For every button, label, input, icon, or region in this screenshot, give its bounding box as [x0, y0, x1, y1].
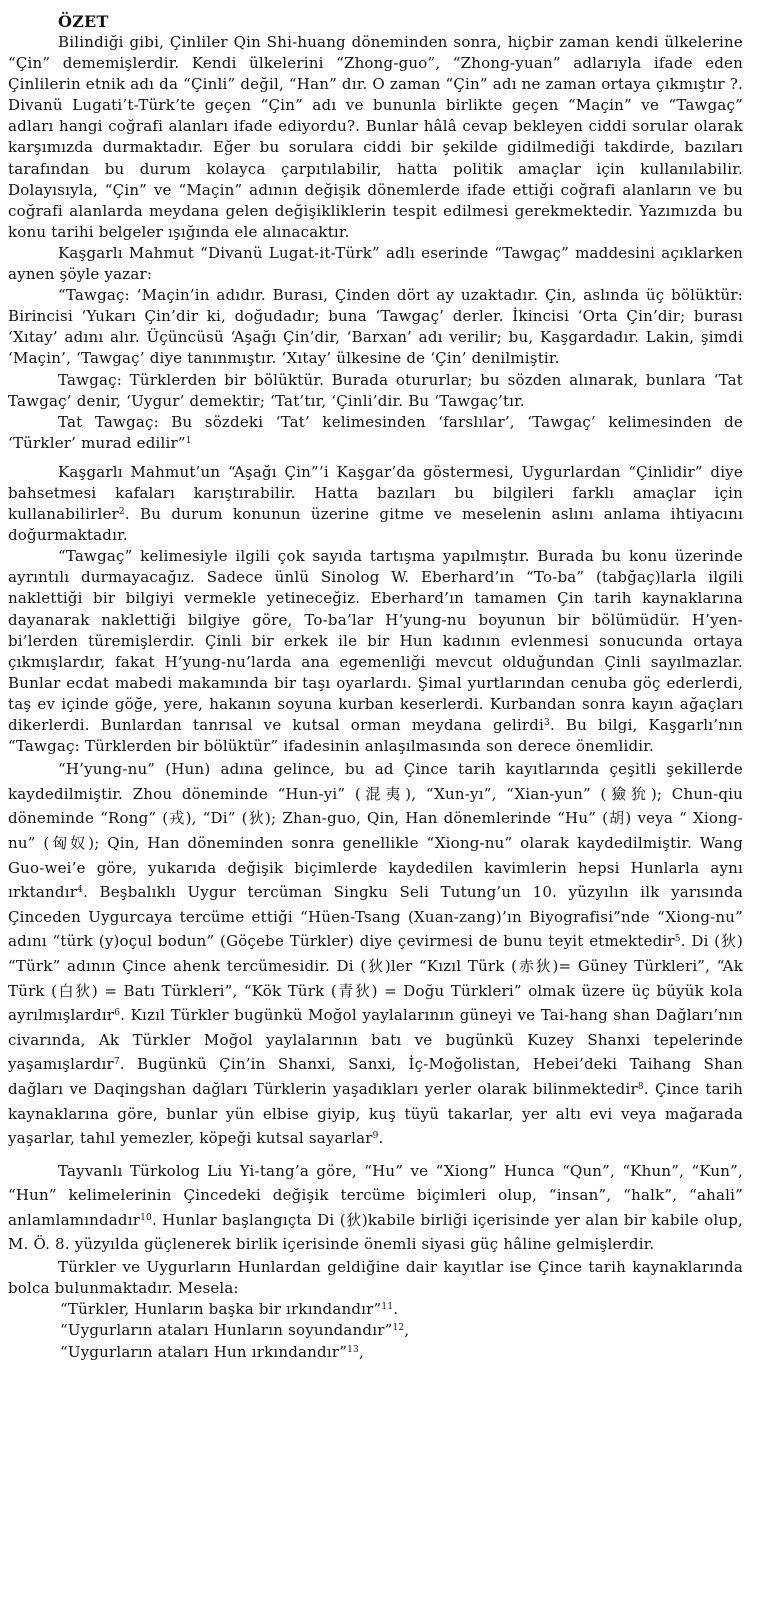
document-page: [8, 6, 743, 1596]
footnote-ref: 11: [381, 1302, 394, 1313]
quote-line: “Uygurların ataları Hunların soyundandır”$^{12}$,: [60, 1321, 410, 1340]
quote-line: “Uygurların ataları Hun ırkındandır”$^{13}$,: [60, 1342, 364, 1361]
paragraph-tat-tawgac: Tat Tawgaç: Bu sözdeki ‘Tat’ kelimesinden ‘farslılar’, ‘Tawgaç’ kelimesinden de ‘Türkler’ murad edilir”$^1$: [8, 412, 743, 452]
quote-line: “Türkler, Hunların başka bir ırkındandır”$^{11}$.: [60, 1300, 399, 1319]
footnote-ref: 9: [372, 1131, 379, 1142]
footnote-ref: 1: [185, 435, 192, 446]
page-title: ÖZET: [58, 12, 109, 31]
paragraph-hyung-nu: “H’yung-nu” (Hun) adına gelince, bu ad Çince tarih kayıtlarında çeşitli şekillerde kaydedilmiştir. Zhou döneminde “Hun-yi” (混夷), “Xun-yı”, “Xian-yun” (獫狁); Chun-qiu döneminde “Rong” (戎), “Di” (狄); Zhan-guo, Qin, Han dönemlerinde “Hu” (胡) veya “ Xiong-nu” (匈奴); Qin, Han döneminden sonra genellikle “Xiong-nu” olarak kaydedilmiştir. Wang Guo-wei’e göre, yukarıda değişik biçimlerde kaydedilen kavimlerin hepsi Hunlarla aynı ırktandır$^4$. Beşbalıklı Uygur tercüman Singku Seli Tutung’un 10. yüzyılın ilk yarısında Çinceden Uygurcaya tercüme ettiği “Hüen-Tsang (Xuan-zang)’ın Biyografisi”nde “Xiong-nu” adını “türk (y)oçul bodun” (Göçebe Türkler) diye çevirmesi de bunu teyit etmektedir$^5$. Di (狄) “Türk” adının Çince ahenk tercümesidir. Di (狄)ler “Kızıl Türk (赤狄)= Güney Türkleri”, “Ak Türk (白狄) = Batı Türkleri”, “Kök Türk (青狄) = Doğu Türkleri” olmak üzere üç büyük kola ayrılmışlardır$^6$. Kızıl Türkler bugünkü Moğol yaylalarının güneyi ve Tai-hang shan Dağları’nın civarında, Ak Türkler Moğol yaylalarının batı ve bugünkü Kuzey Shanxi tepelerinde yaşamışlardır$^7$. Bugünkü Çin’in Shanxi, Sanxi, İç-Moğolistan, Hebei’deki Taihang Shan dağları ve Daqingshan dağları Türklerin yaşadıkları yerler olarak bilinmektedir$^8$. Çince tarih kaynaklarına göre, bunlar yün elbise giyip, kuş tüyü takarlar, yer altı evi veya mağarada yaşarlar, tahıl yemezler, köpeği kutsal sayarlar$^9$.: [8, 760, 743, 1148]
paragraph-turkler-uygurlar: Türkler ve Uygurların Hunlardan geldiğine dair kayıtlar ise Çince tarih kaynaklarında bolca bulunmaktadır. Mesela:: [8, 1258, 743, 1298]
footnote-ref: 13: [347, 1344, 359, 1355]
paragraph-kasgarli: Kaşgarlı Mahmut “Divanü Lugat-it-Türk” adlı eserinde “Tawgaç” maddesini açıklarken aynen şöyle yazar:: [8, 243, 743, 284]
footnote-ref: 7: [113, 1057, 120, 1068]
paragraph-asagi-cin: Kaşgarlı Mahmut’un “Aşağı Çin”’i Kaşgar’da göstermesi, Uygurlardan “Çinlidir” diye bahsetmesi kafaları karıştırabilir. Hatta bazıları bu bilgileri farklı amaçlar için kullanabilirler$^2$. Bu durum konunun üzerine gitme ve meselenin aslını anlama ihtiyacını doğurmaktadır.: [8, 462, 743, 545]
footnote-ref: 5: [674, 934, 681, 945]
footnote-ref: 12: [392, 1323, 405, 1334]
footnote-ref: 3: [544, 718, 550, 728]
footnote-ref: 2: [118, 507, 125, 518]
paragraph-tawgac-quote: “Tawgaç: ‘Maçin’in adıdır. Burası, Çinden dört ay uzaktadır. Çin, aslında üç bölüktür: Birincisi ‘Yukarı Çin’dir ki, doğudadır; buna ‘Tawgaç’ derler. İkincisi ‘Orta Çin’dir; burası ‘Xıtay’ adını alır. Üçüncüsü ‘Aşağı Çin’dir, ‘Barxan’ adı verilir; bu, Kaşgardadır. Lakin, şimdi ‘Maçin’, ‘Tawgaç’ diye tanınmıştır. ‘Xıtay’ ülkesine de ‘Çin’ denilmiştir.: [8, 286, 743, 368]
paragraph-eberhard: “Tawgaç” kelimesiyle ilgili çok sayıda tartışma yapılmıştır. Burada bu konu üzerinde ayrıntılı durmayacağız. Sadece ünlü Sinolog W. Eberhard’ın “To-ba” (tabğaç)larla ilgili naklettiği bir bilgiyi vermekle yetineceğiz. Eberhard’ın tamamen Çin tarih kaynaklarına dayanarak naklettiği bilgiye göre, To-ba’lar H’yung-nu boyunun bir bölümüdür. H’yen-bi’lerden türemişlerdir. Çinli bir erkek ile bir Hun kadının evlenmesi sonucunda ortaya çıkmışlardır, fakat H’yung-nu’larda ana egemenliği mevcut olduğundan Çinli sayılmazlar. Bunlar ecdat mabedi makamında bir taşı oyarlardı. Şimal yurtlarından cenuba göç ederlerdi, taş ev içinde göğe, yere, hakanın soyuna kurban keserlerdi. Kurbandan sonra kayın ağaçları dikerlerdi. Bunlardan tanrısal ve kutsal orman meydana gelirdi$^3$. Bu bilgi, Kaşgarlı’nın “Tawgaç: Türklerden bir bölüktür” ifadesinin anlaşılmasında son derece önemlidir.: [8, 547, 743, 756]
footnote-ref: 6: [114, 1008, 121, 1019]
footnote-ref: 4: [77, 885, 83, 896]
footnote-ref: 10: [140, 1212, 152, 1223]
paragraph-intro: Bilindiği gibi, Çinliler Qin Shi-huang döneminden sonra, hiçbir zaman kendi ülkelerine “Çin” dememişlerdir. Kendi ülkelerini “Zhong-guo”, “Zhong-yuan” adlarıyla ifade eden Çinlilerin etnik adı da “Çinli” değil, “Han” dır. O zaman “Çin” adı ne zaman ortaya çıkmıştır ?. Divanü Lugati’t-Türk’te geçen “Çin” adı ve bununla birlikte geçen “Maçin” ve “Tawgaç” adları hangi coğrafi alanları ifade ediyordu?. Bunlar hâlâ cevap bekleyen ciddi sorular olarak karşımızda durmaktadır. Eğer bu sorulara ciddi bir şekilde gidilmediği takdirde, bazıları tarafından bu durum kolayca çarpıtılabilir, hatta politik amaçlar için kullanılabilir. Dolayısıyla, “Çin” ve “Maçin” adının değişik dönemlerde ifade ettiği coğrafi alanların ve bu coğrafi alanlarda meydana gelen değişikliklerin tespit edilmesi gerekmektedir. Yazımızda bu konu tarihi belgeler ışığında ele alınacaktır.: [8, 33, 743, 241]
paragraph-liu-yi-tang: Tayvanlı Türkolog Liu Yi-tang’a göre, “Hu” ve “Xiong” Hunca “Qun”, “Khun”, “Kun”, “Hun” kelimelerinin Çincedeki değişik tercüme biçimleri olup, “insan”, “halk”, “ahali” anlamlamındadır$^{10}$. Hunlar başlangıçta Di (狄)kabile birliği içerisinde yer alan bir kabile olup, M. Ö. 8. yüzyılda güçlenerek birlik içerisinde önemli siyasi güç hâline gelmişlerdir.: [8, 1161, 743, 1254]
footnote-ref: 8: [637, 1081, 644, 1092]
paragraph-tawgac-bolukt: Tawgaç: Türklerden bir bölüktür. Burada otururlar; bu sözden alınarak, bunlara ‘Tat Tawgaç’ denir, ‘Uygur’ demektir; ‘Tat’tır, ‘Çinli’dir. Bu ‘Tawgaç’tır.: [8, 370, 743, 410]
